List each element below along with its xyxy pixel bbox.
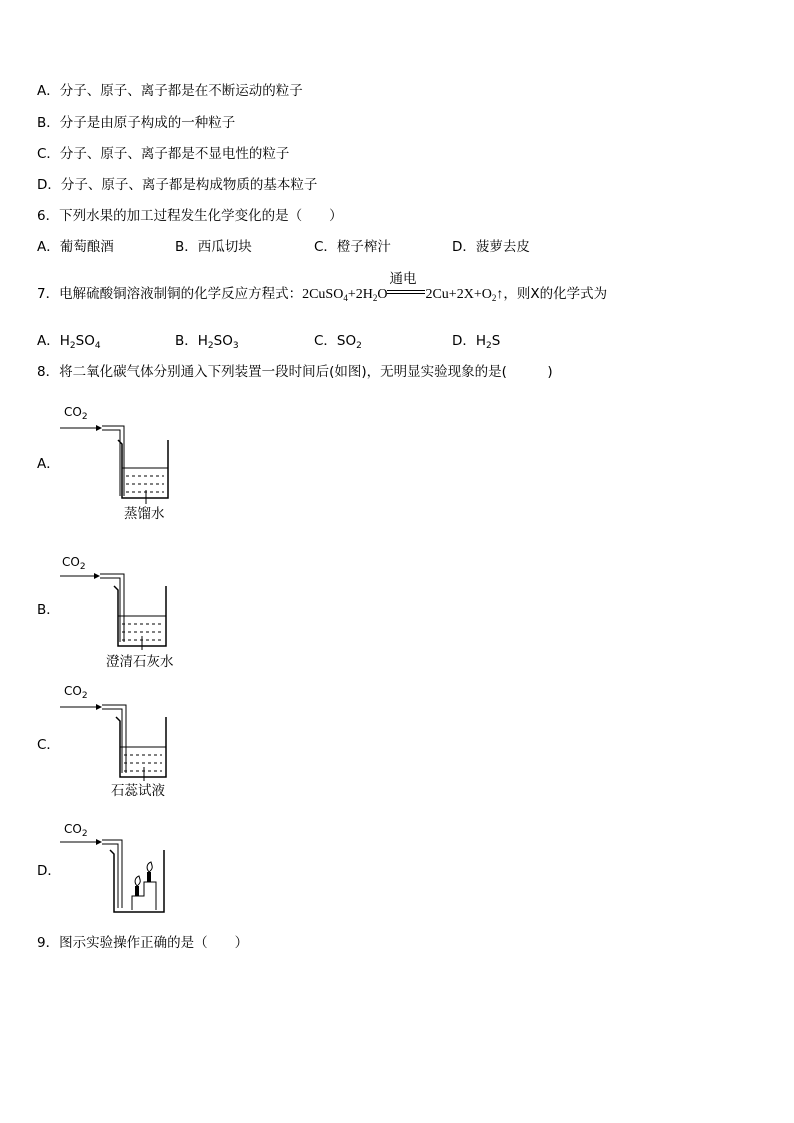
q8-stem: 8．将二氧化碳气体分别通入下列装置一段时间后(如图)，无明显实验现象的是( )	[37, 364, 553, 380]
q7-condition: 通电	[389, 271, 417, 287]
co2-label-c: $CO_2$	[64, 684, 88, 701]
q8-fig-c-caption: 石蕊试液	[111, 783, 165, 799]
q7-option-a: A．$H_2SO_4$	[37, 333, 101, 351]
q7-equation-right: $2Cu+2X+O_2↑$	[425, 287, 504, 303]
beaker-litmus-diagram	[60, 697, 180, 783]
q7-stem	[37, 271, 608, 307]
q6-option-d: D．菠萝去皮	[452, 239, 530, 255]
q8-fig-a-caption: 蒸馏水	[124, 506, 165, 522]
q8-fig-c-letter: C．	[37, 737, 60, 753]
q8-fig-a-letter: A．	[37, 456, 60, 472]
q8-fig-b-letter: B．	[37, 602, 60, 618]
q6-option-a: A．葡萄酿酒	[37, 239, 114, 255]
q8-fig-d-letter: D．	[37, 863, 61, 879]
q7-stem-prefix: 7．电解硫酸铜溶液制铜的化学反应方程式：	[37, 286, 303, 302]
q7-option-b: B．$H_2SO_3$	[175, 333, 239, 351]
q5-option-a: A．分子、原子、离子都是在不断运动的粒子	[37, 83, 303, 99]
q7-option-c: C．$SO_2$	[314, 333, 362, 351]
beaker-limewater-diagram	[60, 566, 180, 652]
beaker-candles-diagram	[60, 834, 180, 916]
q5-option-b: B．分子是由原子构成的一种粒子	[37, 115, 236, 131]
co2-label-b: $CO_2$	[62, 555, 86, 572]
q6-option-c: C．橙子榨汁	[314, 239, 391, 255]
q7-equation-left: $2CuSO_4+2H_2O$	[302, 287, 388, 303]
q5-option-d: D．分子、原子、离子都是构成物质的基本粒子	[37, 177, 318, 193]
q9-stem: 9．图示实验操作正确的是（ ）	[37, 935, 249, 951]
beaker-distilled-water-diagram	[60, 418, 180, 506]
q7-stem-suffix: ，则X的化学式为	[503, 286, 608, 302]
q5-option-c: C．分子、原子、离子都是不显电性的粒子	[37, 146, 290, 162]
co2-label-a: $CO_2$	[64, 405, 88, 422]
co2-label-d: $CO_2$	[64, 822, 88, 839]
q6-option-b: B．西瓜切块	[175, 239, 252, 255]
q8-fig-b-caption: 澄清石灰水	[106, 654, 174, 670]
q6-stem: 6．下列水果的加工过程发生化学变化的是（ ）	[37, 208, 343, 224]
q7-reaction-arrow	[387, 271, 425, 303]
q7-option-d: D．$H_2S$	[452, 333, 501, 351]
